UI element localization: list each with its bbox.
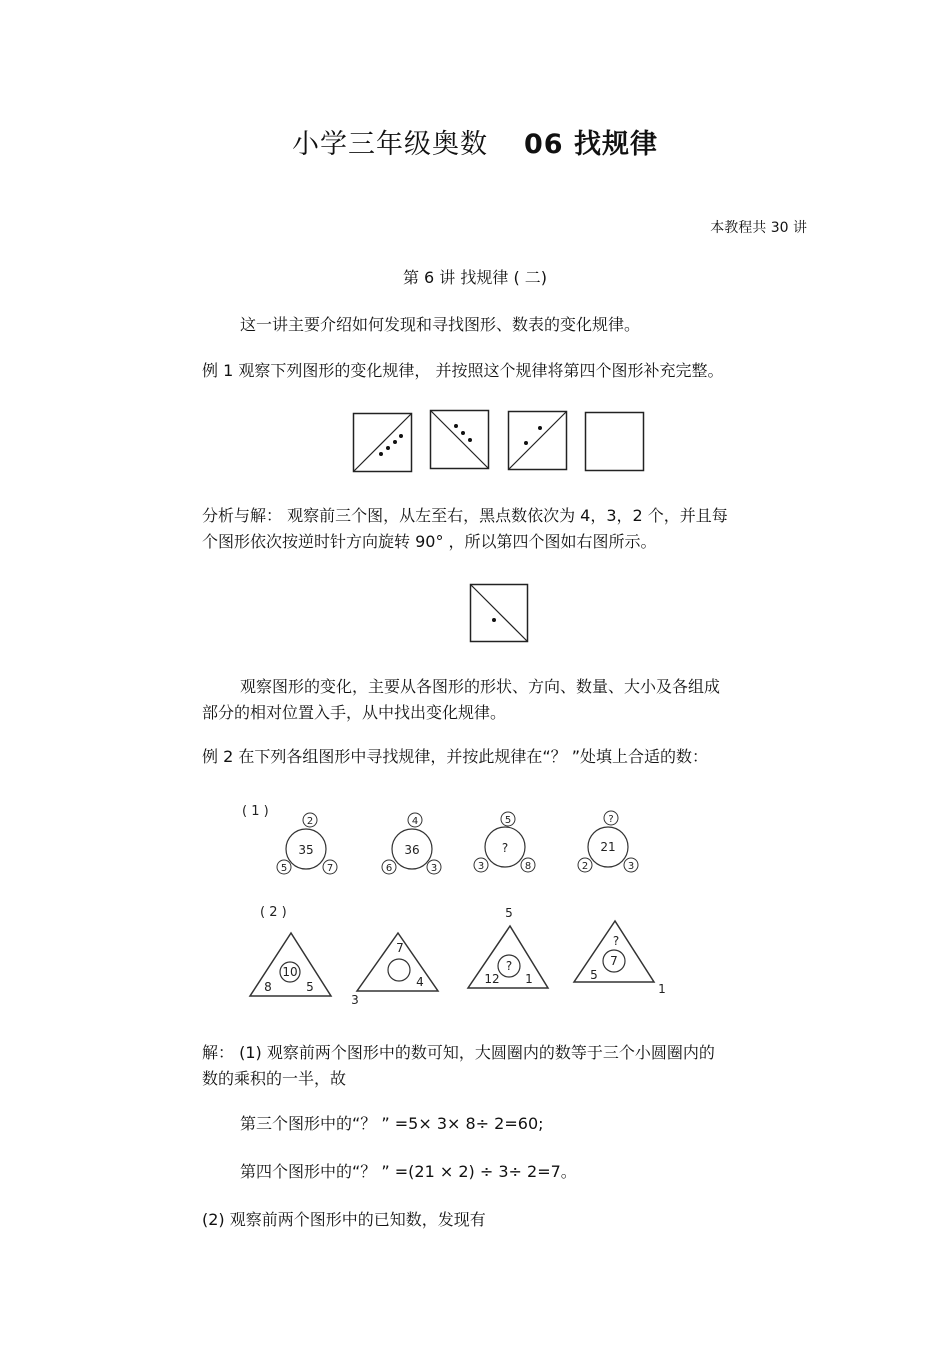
- solution-line1: 解： (1) 观察前两个图形中的数可知，大圆圈内的数等于三个小圆圈内的: [202, 1043, 715, 1062]
- tri4-circle: 7: [610, 954, 618, 968]
- tri4-top: ?: [612, 934, 620, 948]
- tri1-right: 5: [306, 980, 314, 994]
- example1-answer-figure: [466, 582, 532, 646]
- circle2-left: 6: [385, 863, 393, 874]
- circle4-top: ?: [608, 814, 614, 825]
- intro-text: 这一讲主要介绍如何发现和寻找图形、数表的变化规律。: [240, 315, 641, 334]
- solution-line2: 数的乘积的一半，故: [202, 1069, 347, 1088]
- circle1-top: 2: [306, 816, 314, 827]
- triangle-figure-3: [468, 906, 548, 988]
- tri3-left: 12: [484, 972, 500, 986]
- tri3-circle: ?: [505, 959, 513, 973]
- circle-figure-4: [578, 811, 638, 872]
- solution-part2: (2) 观察前两个图形中的已知数，发现有: [202, 1210, 486, 1229]
- observe-line1: 观察图形的变化，主要从各图形的形状、方向、数量、大小及各组成: [240, 677, 721, 696]
- circle2-top: 4: [411, 816, 419, 827]
- square-2: [431, 411, 489, 469]
- triangle-figure-4: [574, 921, 666, 996]
- observe-line2: 部分的相对位置入手，从中找出变化规律。: [202, 703, 507, 722]
- circle3-left: 3: [477, 861, 485, 872]
- circle-figure-3: [474, 812, 535, 872]
- title-number: 06 找规律: [524, 129, 658, 160]
- circle2-center: 36: [404, 843, 420, 857]
- tri4-outer-right: 1: [658, 982, 666, 996]
- example1-question: 例 1 观察下列图形的变化规律， 并按照这个规律将第四个图形补充完整。: [202, 361, 724, 380]
- square-1: [354, 414, 412, 472]
- circle1-left: 5: [280, 863, 288, 874]
- tri3-outer-top: 5: [505, 906, 513, 920]
- example1-figures: [350, 408, 650, 474]
- lecture-title: 第 6 讲 找规律 ( 二): [402, 268, 548, 287]
- tri2-top: 7: [396, 941, 404, 955]
- circle3-right: 8: [524, 861, 532, 872]
- title-main: 小学三年级奥数: [292, 129, 488, 160]
- solution-calc4: 第四个图形中的“？ ” =(21 × 2) ÷ 3÷ 2=7。: [240, 1162, 577, 1181]
- course-count: 本教程共 30 讲: [710, 220, 807, 236]
- tri2-right: 4: [416, 975, 424, 989]
- tri1-left: 8: [264, 980, 272, 994]
- square-3: [509, 412, 567, 470]
- square-4-blank: [586, 413, 644, 471]
- tri3-right: 1: [525, 972, 533, 986]
- example2-figures: [230, 795, 680, 1010]
- circle2-right: 3: [430, 863, 438, 874]
- circle4-left: 2: [581, 861, 589, 872]
- circle1-center: 35: [298, 843, 314, 857]
- example1-analysis-line1: 分析与解： 观察前三个图，从左至右，黑点数依次为 4，3，2 个，并且每: [202, 506, 728, 525]
- circle1-right: 7: [326, 863, 334, 874]
- tri1-circle: 10: [282, 965, 298, 979]
- circle3-center: ?: [501, 841, 509, 855]
- circle-figure-1: [277, 813, 337, 874]
- page-title: [0, 122, 950, 161]
- tri2-outer-left: 3: [351, 993, 359, 1007]
- circle3-top: 5: [504, 815, 512, 826]
- solution-calc3: 第三个图形中的“？ ” =5× 3× 8÷ 2=60;: [240, 1114, 544, 1133]
- example1-analysis-line2: 个图形依次按逆时针方向旋转 90° ，所以第四个图如右图所示。: [202, 532, 657, 551]
- group1-label: ( 1 ): [242, 804, 269, 819]
- circle4-right: 3: [627, 861, 635, 872]
- circle4-center: 21: [600, 840, 616, 854]
- triangle-figure-1: [250, 933, 331, 996]
- circle-figure-2: [382, 813, 441, 874]
- triangle-figure-2: [351, 933, 438, 1007]
- example2-question: 例 2 在下列各组图形中寻找规律，并按此规律在“？ ”处填上合适的数：: [202, 747, 709, 766]
- tri4-left: 5: [590, 968, 598, 982]
- group2-label: ( 2 ): [260, 905, 287, 920]
